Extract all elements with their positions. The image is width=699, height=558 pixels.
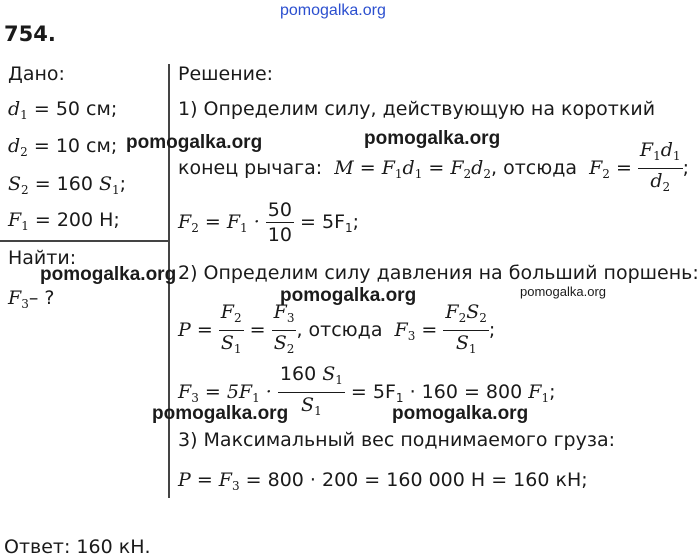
fraction-f2-over-s1: $\frac{F_2}{S_1}$ [220, 301, 242, 356]
step1-text: 1) Определим силу, действующую на короткий [178, 98, 656, 120]
step1-result: $F_2 = F_1$ · $\frac{50}{10}$ = $5F_1$; [178, 199, 360, 246]
given-d1: $d_1 = 50$ см; [8, 98, 118, 122]
divider-horizontal [0, 240, 169, 242]
fraction-f1d1-over-d2: $\frac{F_1d_1}{d_2}$ [639, 139, 681, 194]
watermark: pomogalka.org [520, 284, 606, 299]
watermark: pomogalka.org [280, 285, 417, 306]
given-d2: $d_2 = 10$ см; [8, 135, 118, 159]
step1-equation: конец рычага: $M = F_1d_1 = F_2d_2$, отсюда $F_2$ = $\frac{F_1d_1}{d_2}$ ; [178, 138, 689, 199]
step2-text: 2) Определим силу давления на больший поршень: [178, 262, 699, 284]
watermark: pomogalka.org [126, 132, 263, 153]
step2-equation: P = $\frac{F_2}{S_1}$ = $\frac{F_3}{S_2}$ , отсюда $F_3$ = $\frac{F_2S_2}{S_1}$ ; [178, 300, 495, 361]
watermark-top: pomogalka.org [280, 2, 386, 19]
fraction-f3-over-s2: $\frac{F_3}{S_2}$ [273, 301, 295, 356]
solution-title: Решение: [178, 63, 274, 85]
step3-text: 3) Максимальный вес поднимаемого груза: [178, 429, 616, 451]
watermark: pomogalka.org [152, 403, 289, 424]
find-title: Найти: [8, 247, 77, 269]
step2-result: $F_3 = 5F_1$ · $\frac{160 S_1}{S_1}$ = $5F_1 \cdot 160 = 800$ $F_1$; [178, 362, 555, 423]
watermark: pomogalka.org [392, 403, 529, 424]
watermark: pomogalka.org [40, 264, 177, 285]
watermark: pomogalka.org [364, 128, 501, 149]
fraction-50-over-10: $\frac{50}{10}$ [267, 199, 292, 246]
answer: Ответ: 160 кН. [4, 536, 151, 558]
find-f3: $F_3-$ ? [8, 287, 55, 311]
given-title: Дано: [8, 63, 65, 85]
fraction-f2s2-over-s1: $\frac{F_2S_2}{S_1}$ [445, 301, 487, 356]
fraction-160s1-over-s1: $\frac{160 S_1}{S_1}$ [279, 363, 343, 418]
step3-equation: $P = F_3 = 800 \cdot 200 = 160$ 000 Н = 160 кН; [178, 469, 588, 493]
given-f1: $F_1 = 200$ Н; [8, 209, 120, 233]
given-s2: $S_2 = 160$ $S_1$; [8, 173, 127, 197]
problem-number: 754. [4, 22, 56, 46]
